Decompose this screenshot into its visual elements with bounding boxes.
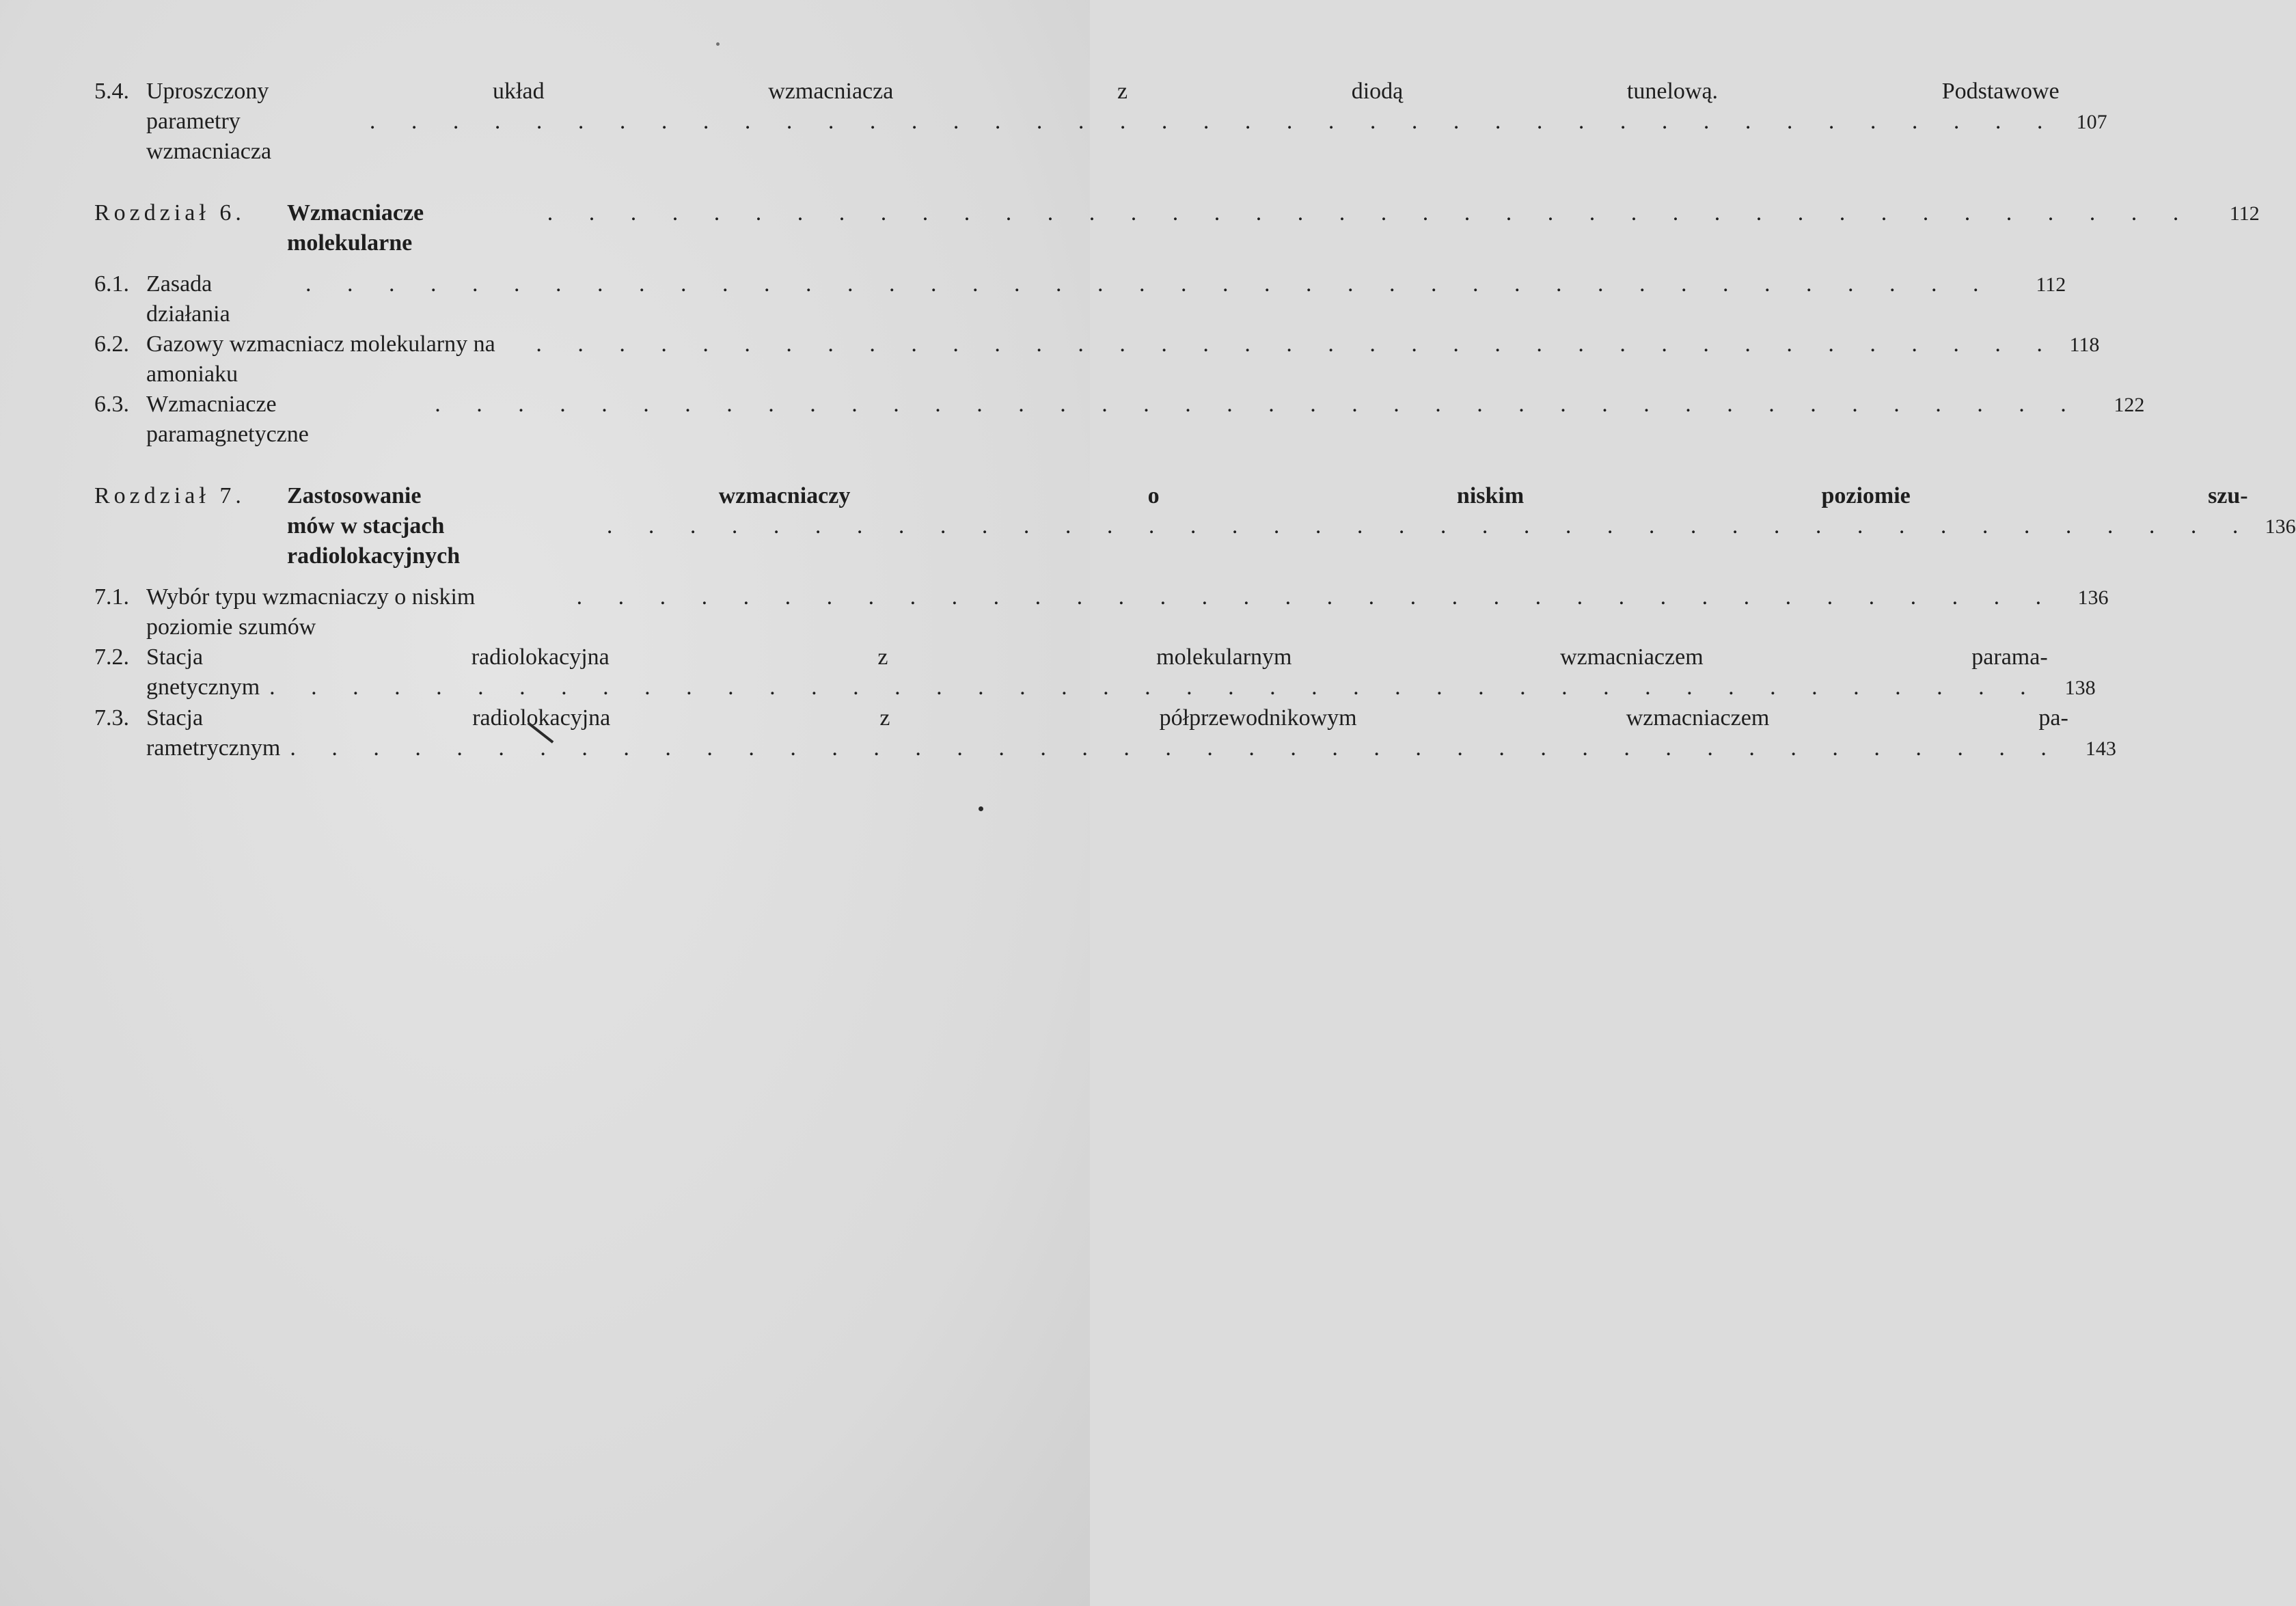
toc-entry-7-2 xyxy=(94,642,2096,703)
toc-entry-6-2 xyxy=(94,329,2100,390)
dot-leader xyxy=(607,511,2241,541)
entry-number: 6.3. xyxy=(94,392,129,417)
toc-chapter-7 xyxy=(94,481,2296,571)
chapter-title: Wzmacniacze molekularne xyxy=(287,200,424,256)
toc-chapter-6 xyxy=(94,198,2260,258)
entry-number: 7.1. xyxy=(94,584,129,610)
page-number: 136 xyxy=(2265,515,2296,538)
entry-title: Gazowy wzmacniacz molekularny na amoniaku xyxy=(146,331,495,387)
entry-number: 7.2. xyxy=(94,644,129,670)
ink-dot xyxy=(716,42,720,46)
table-of-contents xyxy=(94,77,2296,764)
dot-leader xyxy=(269,672,2041,703)
page-number: 136 xyxy=(2077,586,2109,609)
entry-number: 7.3. xyxy=(94,705,129,731)
entry-title-line1: Stacja radiolokacyjna z molekularnym wzmacniaczem parama- xyxy=(146,644,2048,670)
toc-entry-7-3 xyxy=(94,703,2116,764)
toc-entry-6-3 xyxy=(94,390,2145,450)
toc-entry-7-1 xyxy=(94,582,2109,642)
entry-title-line2: gnetycznym xyxy=(146,675,260,700)
entry-number: 6.2. xyxy=(94,331,129,357)
page-number: 118 xyxy=(2069,334,2100,356)
ink-dot xyxy=(979,806,983,811)
chapter-label: Rozdział 7. xyxy=(94,483,245,508)
page-number: 122 xyxy=(2114,394,2145,416)
dot-leader xyxy=(370,107,2053,137)
dot-leader xyxy=(577,582,2054,612)
entry-title-line1: Uproszczony układ wzmacniacza z diodą tunelową. Podstawowe xyxy=(146,79,2060,104)
page-number: 112 xyxy=(2229,202,2260,225)
page-number: 112 xyxy=(2036,273,2066,296)
page-number: 107 xyxy=(2076,111,2107,133)
chapter-title-line1: Zastosowanie wzmacniaczy o niskim poziomie szu- xyxy=(287,483,2248,508)
toc-entry-5-4 xyxy=(94,77,2107,167)
entry-number: 5.4. xyxy=(94,79,129,104)
entry-title: Wybór typu wzmacniaczy o niskim poziomie szumów xyxy=(146,584,476,640)
entry-title: Zasada działania xyxy=(146,271,230,327)
toc-entry-6-1 xyxy=(94,269,2066,329)
dot-leader xyxy=(435,390,2090,420)
chapter-title-line2: mów w stacjach radiolokacyjnych xyxy=(287,513,461,569)
entry-title-line2: rametrycznym xyxy=(146,735,281,761)
chapter-label: Rozdział 6. xyxy=(94,200,245,226)
entry-title: Wzmacniacze paramagnetyczne xyxy=(146,392,309,447)
entry-title-line2: parametry wzmacniacza xyxy=(146,109,272,164)
page-number: 138 xyxy=(2064,677,2096,699)
dot-leader xyxy=(290,733,2062,763)
dot-leader xyxy=(305,269,2011,299)
page-number: 143 xyxy=(2085,737,2116,760)
entry-number: 6.1. xyxy=(94,271,129,297)
entry-title-line1: Stacja radiolokacyjna z półprzewodnikowym wzmacniaczem pa- xyxy=(146,705,2068,731)
dot-leader xyxy=(547,198,2205,228)
dot-leader xyxy=(536,329,2045,359)
